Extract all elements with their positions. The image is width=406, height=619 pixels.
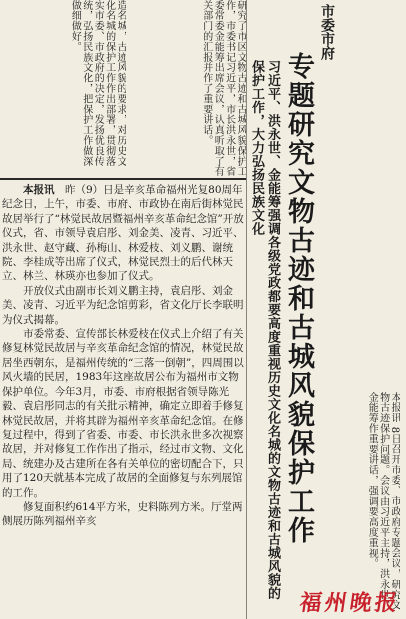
- article-paragraph: 修复面积约614平方米，史料陈列方米。厅堂两侧展历陈列福州辛亥: [2, 500, 243, 528]
- paragraph-text: 昨（9）日是辛亥革命福州光复80周年纪念日，上午，市委、市府、市政协在南后街林觉民故居举行了“林觉民故居暨福州辛亥革命纪念馆”开放仪式，省、市领导袁启彤、刘金美、凌青、习近平、洪永世、赵守藏、孙梅山、林爱枝、刘义鹏、谢统院、李桂成等出席了仪式，林觉民烈士的后代林天立、林兰、林瑛亦也参加了仪式。: [2, 184, 244, 283]
- headline-subtitle: 习近平、洪永世、金能筹强调各级党政都要高度重视历史文化名城的文物古迹和古城风貌的保护工作，大力弘扬民族文化: [249, 60, 280, 600]
- lead-tag: 本报讯: [23, 184, 55, 196]
- article-paragraph: 市委常委、宣传部长林爱枝在仪式上介绍了有关修复林觉民故居与辛亥革命纪念馆的情况，林觉民故居坐西朝东，是福州传统的“三落一倒朝”，四周围以风火墙的民居，1983年这座故居公布为福州市文物保护单位。今年3月，市委、市府根据省领导陈光毅、袁启彤同志的有关批示精神，确定立即着手修复林觉民故居，并将其辟为福州辛亥革命纪念馆。在修复过程中，得到了省委、市委、市长洪永世多次视察故居，并对修复工作作出了指示，经过市文物、文化局、统建办及古建所在各有关单位的密切配合下，只用了120天就基本完成了故居的全面修复与东列展馆的工作。: [2, 328, 244, 499]
- horizontal-rule: [0, 178, 246, 180]
- section-label: 市委市府: [319, 4, 335, 60]
- column-mid: 研究了市区文物古迹和古城风貌保护工作，市委书记习近平，市长洪永世，省委常委金能筹出席会议，认真听取了有关部门的汇报并作了重要讲话。: [200, 0, 246, 177]
- article-paragraph: [2, 183, 244, 284]
- vertical-rule: [246, 0, 247, 619]
- column-right: 本报讯 8日召开市委、市政府专题会议，研究文物古迹保护问题。会议由习近平主持，洪永世、金能筹作重要讲话，强调要高度重视。: [366, 392, 400, 611]
- watermark-logo: 福州晚报: [297, 590, 402, 616]
- column-top-left: 造名城，古迹风貌的要求，对历史文化名城的保护工作作出部署，贯彻落实市委、市政府的决定，发扬优良传统，弘扬民族文化，把保护工作做深做细做好。: [69, 0, 126, 167]
- headline-title: 专题研究文物古迹和古城风貌保护工作: [283, 52, 314, 545]
- article-opening-ceremony: [2, 183, 244, 619]
- article-paragraph: 开放仪式由副市长刘义鹏主持，袁启彤、刘金美、凌青、习近平为纪念馆剪彩，省文化厅长李联明为仪式揭幕。: [2, 284, 244, 326]
